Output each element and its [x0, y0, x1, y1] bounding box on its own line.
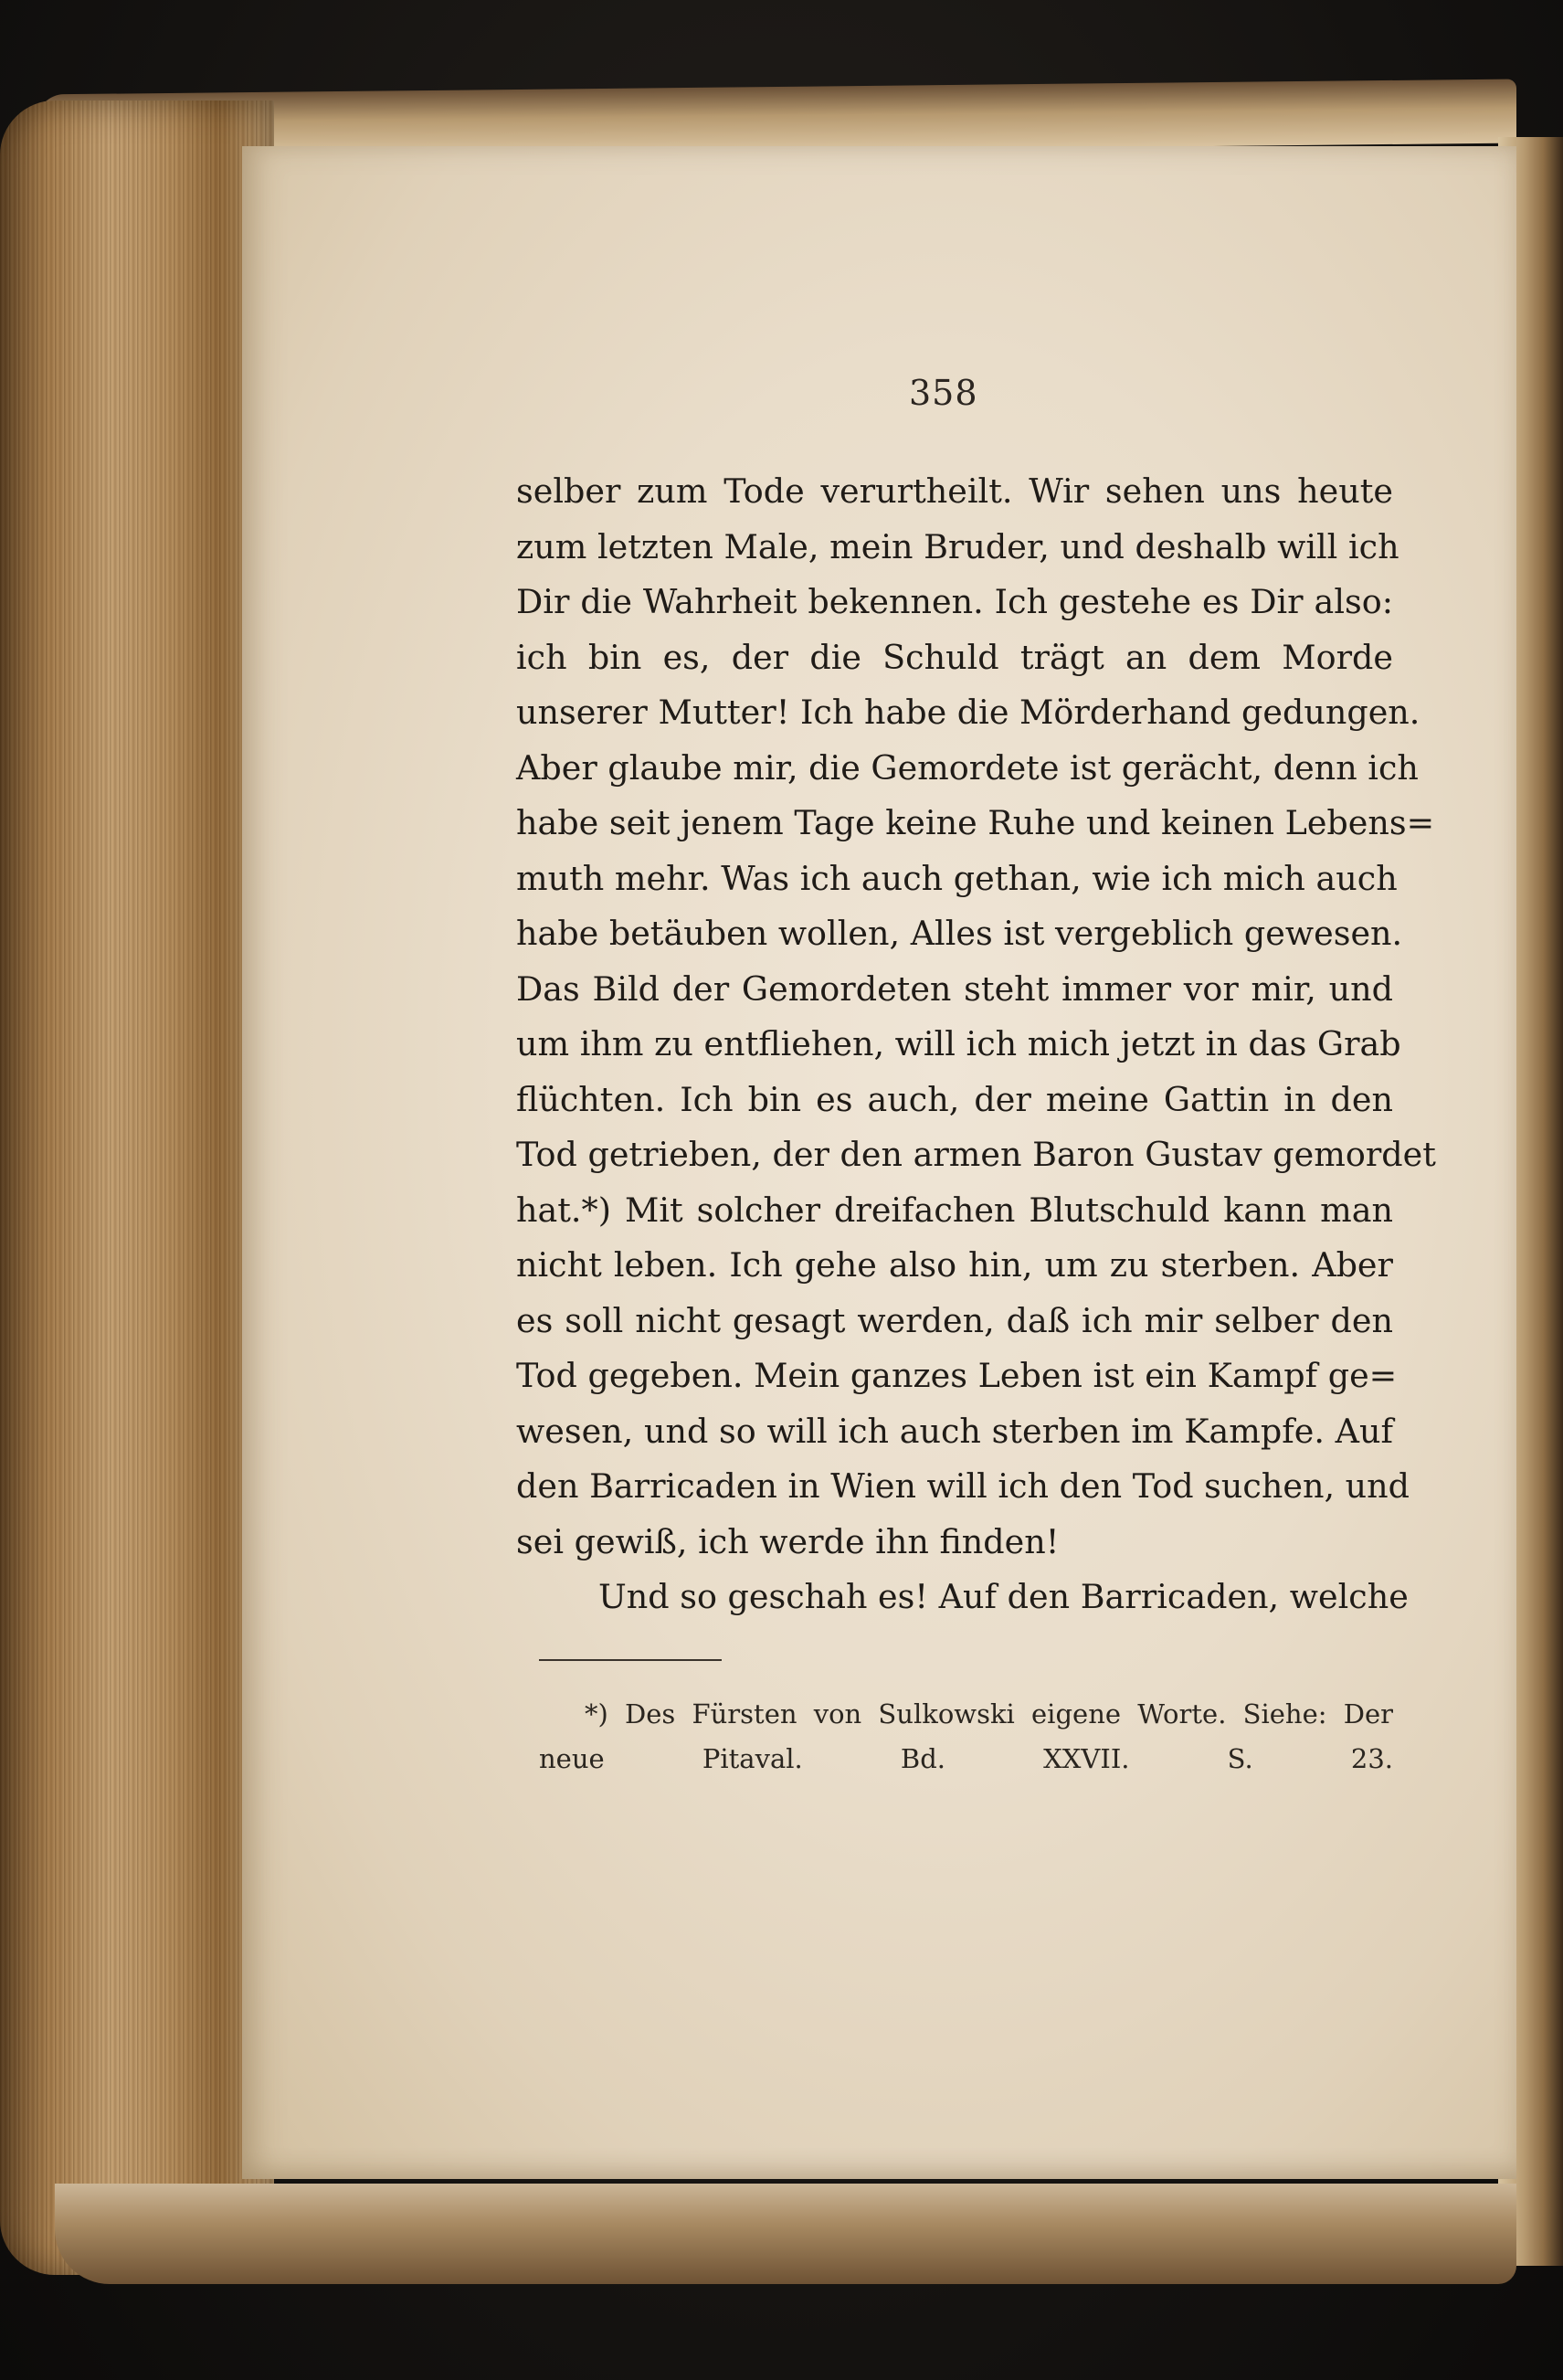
body-text: [516, 464, 1436, 1625]
text-line: zum letzten Male, mein Bruder, und deshalb will ich: [516, 526, 1399, 566]
book-page-edges: [0, 100, 274, 2275]
text-line: Dir die Wahrheit bekennen. Ich gestehe es Dir also:: [516, 582, 1393, 621]
footnote-line: *) Des Fürsten von Sulkowski eigene Worte. Siehe: Der: [585, 1698, 1393, 1729]
text-line: flüchten. Ich bin es auch, der meine Gattin in den: [516, 1079, 1393, 1119]
text-line: unserer Mutter! Ich habe die Mörderhand gedungen.: [516, 693, 1420, 732]
text-line: den Barricaden in Wien will ich den Tod suchen, und: [516, 1466, 1410, 1506]
text-line: habe betäuben wollen, Alles ist vergeblich gewesen.: [516, 914, 1403, 953]
text-line: Tod gegeben. Mein ganzes Leben ist ein Kampf ge=: [516, 1356, 1398, 1395]
text-line: nicht leben. Ich gehe also hin, um zu sterben. Aber: [516, 1245, 1393, 1285]
text-line: wesen, und so will ich auch sterben im Kampfe. Auf: [516, 1411, 1393, 1451]
footnote-line: neue Pitaval. Bd. XXVII. S. 23.: [539, 1743, 1393, 1774]
footnote-divider: [539, 1659, 722, 1661]
text-line: Aber glaube mir, die Gemordete ist gerächt, denn ich: [516, 747, 1419, 788]
text-line: selber zum Tode verurtheilt. Wir sehen uns heute: [516, 471, 1393, 511]
text-line: es soll nicht gesagt werden, daß ich mir selber den: [516, 1300, 1393, 1340]
text-line: Tod getrieben, der den armen Baron Gustav gemordet: [516, 1135, 1436, 1174]
text-line: Und so geschah es! Auf den Barricaden, welche: [598, 1577, 1409, 1616]
text-line: hat.*) Mit solcher dreifachen Blutschuld kann man: [516, 1190, 1393, 1230]
text-line: habe seit jenem Tage keine Ruhe und keinen Lebens=: [516, 803, 1435, 842]
book-bottom-edge: [55, 2184, 1516, 2284]
text-line: sei gewiß, ich werde ihn finden!: [516, 1521, 1060, 1561]
text-line: um ihm zu entfliehen, will ich mich jetzt in das Grab: [516, 1024, 1401, 1063]
text-line: ich bin es, der die Schuld trägt an dem Morde: [516, 637, 1393, 677]
text-line: Das Bild der Gemordeten steht immer vor mir, und: [516, 968, 1393, 1009]
page-number: 358: [909, 373, 978, 413]
footnote: [539, 1692, 1393, 1782]
text-line: muth mehr. Was ich auch gethan, wie ich mich auch: [516, 858, 1398, 898]
